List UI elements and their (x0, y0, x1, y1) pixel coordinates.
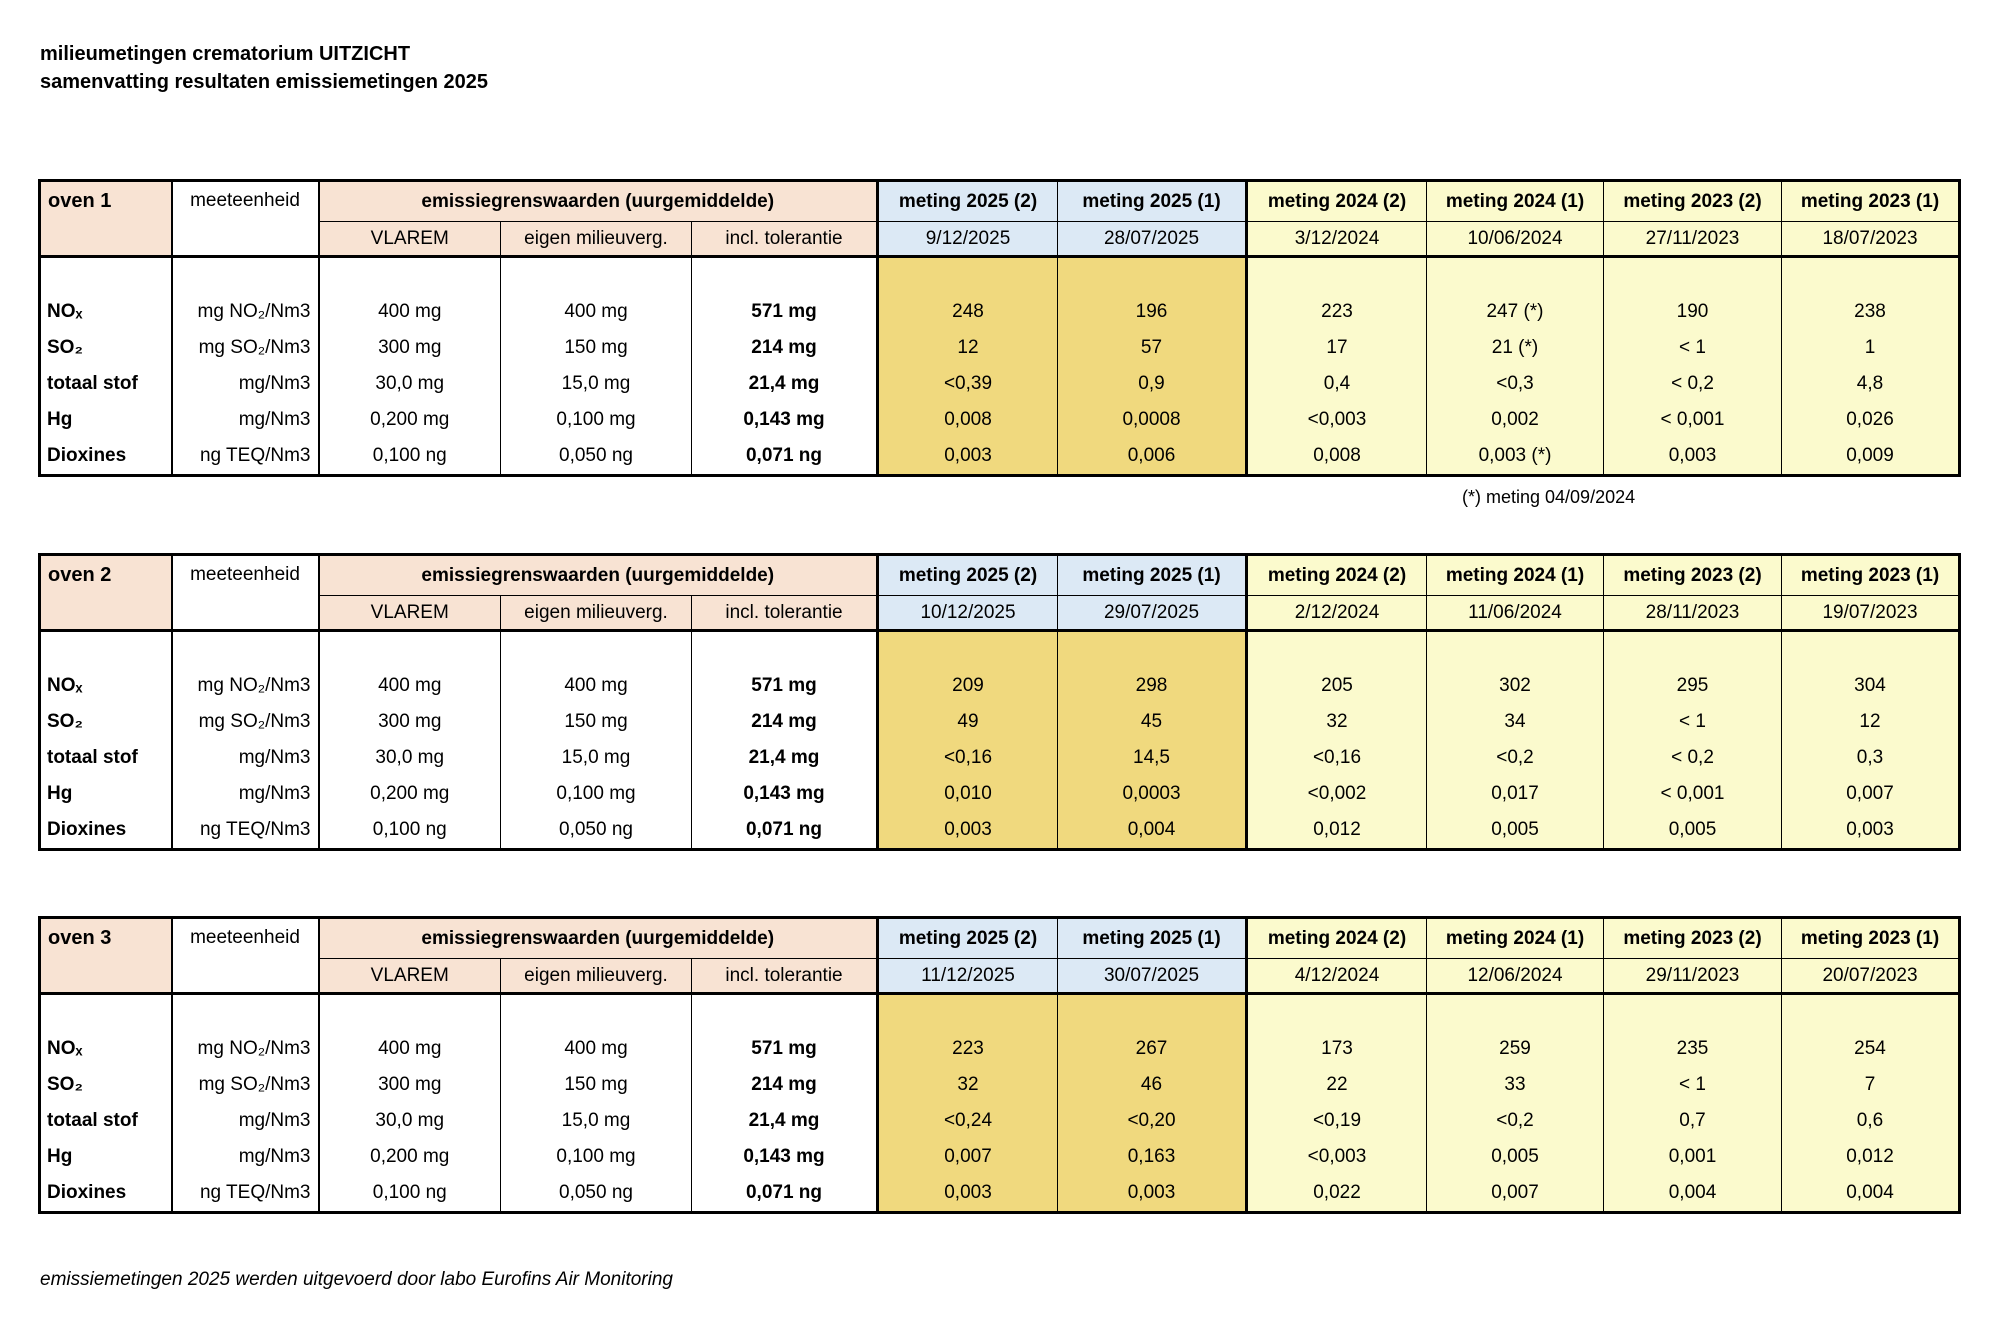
eigen-value: 0,100 mg (501, 1139, 692, 1175)
measurement-value: < 0,001 (1604, 776, 1782, 812)
tolerantie-value: 571 mg (692, 1031, 878, 1067)
eigen-value: 0,050 ng (501, 812, 692, 850)
eigen-value: 150 mg (501, 704, 692, 740)
oven-table-2 (38, 553, 1961, 851)
tolerantie-value: 0,143 mg (692, 776, 878, 812)
measurement-value: 0,012 (1247, 812, 1427, 850)
meting-date: 9/12/2025 (878, 222, 1058, 257)
meting-header: meting 2024 (2) (1247, 918, 1427, 959)
meting-header: meting 2023 (1) (1782, 181, 1960, 222)
oven-label: oven 3 (40, 918, 172, 994)
vlarem-value: 300 mg (319, 1067, 501, 1103)
spacer-cell (692, 631, 878, 669)
measurement-value: < 0,2 (1604, 740, 1782, 776)
grenswaarden-header: emissiegrenswaarden (uurgemiddelde) (319, 181, 878, 222)
measurement-value: <0,16 (878, 740, 1058, 776)
unit-cell: mg/Nm3 (172, 1139, 319, 1175)
measurement-value: 302 (1427, 668, 1604, 704)
measurement-value: 0,022 (1247, 1175, 1427, 1213)
spacer-cell (1604, 257, 1782, 295)
measurement-value: 248 (878, 294, 1058, 330)
measurement-value: 0,007 (1427, 1175, 1604, 1213)
measurement-value: 0,009 (1782, 438, 1960, 476)
spacer-cell (1782, 994, 1960, 1032)
measurement-value: < 1 (1604, 330, 1782, 366)
spacer-cell (1782, 631, 1960, 669)
grenswaarden-header: emissiegrenswaarden (uurgemiddelde) (319, 555, 878, 596)
sub-header: incl. tolerantie (692, 596, 878, 631)
meting-header: meting 2023 (2) (1604, 918, 1782, 959)
meting-date: 28/11/2023 (1604, 596, 1782, 631)
measurement-value: 0,003 (*) (1427, 438, 1604, 476)
meting-header: meting 2025 (2) (878, 181, 1058, 222)
meting-header: meting 2023 (2) (1604, 181, 1782, 222)
tolerantie-value: 214 mg (692, 704, 878, 740)
meting-date: 12/06/2024 (1427, 959, 1604, 994)
spacer-cell (692, 994, 878, 1032)
vlarem-value: 0,200 mg (319, 776, 501, 812)
spacer-cell (319, 994, 501, 1032)
spacer-cell (319, 257, 501, 295)
spacer-cell (501, 631, 692, 669)
spacer-cell (878, 257, 1058, 295)
measurement-value: < 1 (1604, 704, 1782, 740)
measurement-value: 4,8 (1782, 366, 1960, 402)
title-line-2: samenvatting resultaten emissiemetingen 2025 (40, 71, 488, 93)
eigen-value: 0,100 mg (501, 776, 692, 812)
measurement-value: 17 (1247, 330, 1427, 366)
measurement-value: 0,003 (1782, 812, 1960, 850)
spacer-cell (501, 257, 692, 295)
measurement-value: 0,002 (1427, 402, 1604, 438)
sub-header: VLAREM (319, 222, 501, 257)
measurement-value: 223 (1247, 294, 1427, 330)
sub-header: eigen milieuverg. (501, 222, 692, 257)
measurement-value: 0,006 (1058, 438, 1247, 476)
measurement-value: 0,3 (1782, 740, 1960, 776)
param-label: SO₂ (40, 1067, 172, 1103)
spacer-cell (1247, 631, 1427, 669)
spacer-cell (1782, 257, 1960, 295)
measurement-value: <0,002 (1247, 776, 1427, 812)
spacer-cell (1604, 631, 1782, 669)
tolerantie-value: 0,143 mg (692, 402, 878, 438)
unit-cell: mg/Nm3 (172, 402, 319, 438)
meting-header: meting 2024 (1) (1427, 555, 1604, 596)
sub-header: VLAREM (319, 959, 501, 994)
tolerantie-value: 21,4 mg (692, 1103, 878, 1139)
measurement-value: 247 (*) (1427, 294, 1604, 330)
spacer-cell (1427, 994, 1604, 1032)
measurement-value: 0,9 (1058, 366, 1247, 402)
meting-date: 29/11/2023 (1604, 959, 1782, 994)
measurement-value: 12 (878, 330, 1058, 366)
measurement-value: 45 (1058, 704, 1247, 740)
sub-header: eigen milieuverg. (501, 959, 692, 994)
tolerantie-value: 0,143 mg (692, 1139, 878, 1175)
spacer-cell (40, 257, 172, 295)
spacer-cell (1247, 257, 1427, 295)
spacer-cell (40, 631, 172, 669)
measurement-value: 0,005 (1604, 812, 1782, 850)
unit-cell: mg/Nm3 (172, 366, 319, 402)
param-label: NOₓ (40, 294, 172, 330)
measurement-value: 0,003 (1604, 438, 1782, 476)
spacer-cell (1427, 257, 1604, 295)
footer-note: emissiemetingen 2025 werden uitgevoerd door labo Eurofins Air Monitoring (40, 1269, 673, 1290)
eigen-value: 400 mg (501, 668, 692, 704)
measurement-value: 33 (1427, 1067, 1604, 1103)
measurement-value: < 1 (1604, 1067, 1782, 1103)
measurement-value: 173 (1247, 1031, 1427, 1067)
unit-cell: ng TEQ/Nm3 (172, 1175, 319, 1213)
measurement-value: 0,004 (1604, 1175, 1782, 1213)
title-line-1: milieumetingen crematorium UITZICHT (40, 43, 411, 65)
meting-date: 30/07/2025 (1058, 959, 1247, 994)
measurement-value: 254 (1782, 1031, 1960, 1067)
measurement-value: 0,6 (1782, 1103, 1960, 1139)
vlarem-value: 0,100 ng (319, 1175, 501, 1213)
unit-cell: ng TEQ/Nm3 (172, 812, 319, 850)
measurement-value: 0,005 (1427, 812, 1604, 850)
measurement-value: 7 (1782, 1067, 1960, 1103)
vlarem-value: 400 mg (319, 294, 501, 330)
spacer-cell (40, 994, 172, 1032)
measurement-value: 196 (1058, 294, 1247, 330)
meting-header: meting 2023 (1) (1782, 555, 1960, 596)
tolerantie-value: 21,4 mg (692, 366, 878, 402)
measurement-value: 223 (878, 1031, 1058, 1067)
eigen-value: 150 mg (501, 330, 692, 366)
eigen-value: 400 mg (501, 294, 692, 330)
meting-date: 11/12/2025 (878, 959, 1058, 994)
measurement-value: 295 (1604, 668, 1782, 704)
meting-header: meting 2024 (1) (1427, 181, 1604, 222)
vlarem-value: 400 mg (319, 668, 501, 704)
spacer-cell (1247, 994, 1427, 1032)
unit-cell: mg/Nm3 (172, 776, 319, 812)
eigen-value: 0,050 ng (501, 438, 692, 476)
eigen-value: 0,100 mg (501, 402, 692, 438)
vlarem-value: 300 mg (319, 330, 501, 366)
meting-date: 10/12/2025 (878, 596, 1058, 631)
meting-date: 20/07/2023 (1782, 959, 1960, 994)
unit-cell: mg SO₂/Nm3 (172, 330, 319, 366)
spacer-cell (1058, 994, 1247, 1032)
sub-header: incl. tolerantie (692, 959, 878, 994)
measurement-value: 0,003 (1058, 1175, 1247, 1213)
param-label: Hg (40, 402, 172, 438)
meting-date: 27/11/2023 (1604, 222, 1782, 257)
measurement-value: 0,026 (1782, 402, 1960, 438)
measurement-value: 57 (1058, 330, 1247, 366)
meting-date: 29/07/2025 (1058, 596, 1247, 631)
measurement-value: 0,0003 (1058, 776, 1247, 812)
unit-cell: mg/Nm3 (172, 1103, 319, 1139)
eigen-value: 15,0 mg (501, 366, 692, 402)
measurement-value: 0,008 (1247, 438, 1427, 476)
spacer-cell (319, 631, 501, 669)
measurement-value: <0,24 (878, 1103, 1058, 1139)
meting-date: 3/12/2024 (1247, 222, 1427, 257)
param-label: Dioxines (40, 438, 172, 476)
spacer-cell (1427, 631, 1604, 669)
param-label: SO₂ (40, 330, 172, 366)
param-label: totaal stof (40, 740, 172, 776)
measurement-value: 46 (1058, 1067, 1247, 1103)
measurement-value: 0,012 (1782, 1139, 1960, 1175)
measurement-value: 0,0008 (1058, 402, 1247, 438)
vlarem-value: 0,100 ng (319, 812, 501, 850)
meting-date: 11/06/2024 (1427, 596, 1604, 631)
unit-cell: mg NO₂/Nm3 (172, 668, 319, 704)
meting-header: meting 2024 (2) (1247, 181, 1427, 222)
tolerantie-value: 0,071 ng (692, 812, 878, 850)
meeteenheid-header: meeteenheid (172, 918, 319, 994)
measurement-value: 209 (878, 668, 1058, 704)
unit-cell: mg SO₂/Nm3 (172, 1067, 319, 1103)
spacer-cell (172, 994, 319, 1032)
measurement-value: 0,017 (1427, 776, 1604, 812)
vlarem-value: 30,0 mg (319, 1103, 501, 1139)
param-label: Dioxines (40, 1175, 172, 1213)
param-label: Hg (40, 1139, 172, 1175)
sub-header: eigen milieuverg. (501, 596, 692, 631)
eigen-value: 15,0 mg (501, 740, 692, 776)
measurement-value: 304 (1782, 668, 1960, 704)
measurement-value: 298 (1058, 668, 1247, 704)
measurement-value: 32 (878, 1067, 1058, 1103)
measurement-value: 0,001 (1604, 1139, 1782, 1175)
unit-cell: ng TEQ/Nm3 (172, 438, 319, 476)
unit-cell: mg SO₂/Nm3 (172, 704, 319, 740)
meting-header: meting 2023 (1) (1782, 918, 1960, 959)
param-label: Hg (40, 776, 172, 812)
measurement-value: <0,2 (1427, 740, 1604, 776)
measurement-value: 0,004 (1058, 812, 1247, 850)
measurement-value: 0,003 (878, 812, 1058, 850)
measurement-value: 0,4 (1247, 366, 1427, 402)
oven-table-3 (38, 916, 1961, 1214)
meting-date: 2/12/2024 (1247, 596, 1427, 631)
measurement-value: 34 (1427, 704, 1604, 740)
vlarem-value: 0,200 mg (319, 1139, 501, 1175)
unit-cell: mg NO₂/Nm3 (172, 1031, 319, 1067)
measurement-value: 0,163 (1058, 1139, 1247, 1175)
meting-header: meting 2024 (1) (1427, 918, 1604, 959)
measurement-value: 259 (1427, 1031, 1604, 1067)
vlarem-value: 0,100 ng (319, 438, 501, 476)
measurement-value: 0,008 (878, 402, 1058, 438)
param-label: totaal stof (40, 366, 172, 402)
footnote: (*) meting 04/09/2024 (1462, 487, 1636, 507)
meting-date: 4/12/2024 (1247, 959, 1427, 994)
measurement-value: 0,007 (878, 1139, 1058, 1175)
spacer-cell (501, 994, 692, 1032)
eigen-value: 15,0 mg (501, 1103, 692, 1139)
meting-header: meting 2025 (2) (878, 555, 1058, 596)
measurement-value: 0,004 (1782, 1175, 1960, 1213)
vlarem-value: 0,200 mg (319, 402, 501, 438)
spacer-cell (172, 257, 319, 295)
oven-table-1 (38, 179, 1961, 477)
measurement-value: 32 (1247, 704, 1427, 740)
spacer-cell (878, 994, 1058, 1032)
measurement-value: 22 (1247, 1067, 1427, 1103)
measurement-value: 0,007 (1782, 776, 1960, 812)
measurement-value: <0,19 (1247, 1103, 1427, 1139)
eigen-value: 400 mg (501, 1031, 692, 1067)
oven-label: oven 1 (40, 181, 172, 257)
tolerantie-value: 0,071 ng (692, 438, 878, 476)
measurement-value: 14,5 (1058, 740, 1247, 776)
measurement-value: <0,003 (1247, 402, 1427, 438)
grenswaarden-header: emissiegrenswaarden (uurgemiddelde) (319, 918, 878, 959)
tolerantie-value: 21,4 mg (692, 740, 878, 776)
param-label: Dioxines (40, 812, 172, 850)
measurement-value: 238 (1782, 294, 1960, 330)
spacer-cell (172, 631, 319, 669)
meting-header: meting 2025 (2) (878, 918, 1058, 959)
measurement-value: 267 (1058, 1031, 1247, 1067)
measurement-value: 1 (1782, 330, 1960, 366)
meting-date: 10/06/2024 (1427, 222, 1604, 257)
meting-date: 28/07/2025 (1058, 222, 1247, 257)
eigen-value: 0,050 ng (501, 1175, 692, 1213)
spacer-cell (1058, 631, 1247, 669)
param-label: NOₓ (40, 668, 172, 704)
meting-date: 18/07/2023 (1782, 222, 1960, 257)
spacer-cell (692, 257, 878, 295)
param-label: NOₓ (40, 1031, 172, 1067)
measurement-value: 12 (1782, 704, 1960, 740)
measurement-value: 0,010 (878, 776, 1058, 812)
measurement-value: 190 (1604, 294, 1782, 330)
measurement-value: <0,003 (1247, 1139, 1427, 1175)
meting-header: meting 2025 (1) (1058, 181, 1247, 222)
vlarem-value: 30,0 mg (319, 366, 501, 402)
vlarem-value: 400 mg (319, 1031, 501, 1067)
eigen-value: 150 mg (501, 1067, 692, 1103)
tolerantie-value: 214 mg (692, 330, 878, 366)
measurement-value: < 0,2 (1604, 366, 1782, 402)
meting-header: meting 2025 (1) (1058, 918, 1247, 959)
vlarem-value: 30,0 mg (319, 740, 501, 776)
measurement-value: 0,003 (878, 438, 1058, 476)
tolerantie-value: 571 mg (692, 294, 878, 330)
measurement-value: <0,3 (1427, 366, 1604, 402)
measurement-value: <0,39 (878, 366, 1058, 402)
measurement-value: 0,005 (1427, 1139, 1604, 1175)
document-title (40, 40, 2000, 96)
tables-container (0, 179, 2000, 1214)
tolerantie-value: 214 mg (692, 1067, 878, 1103)
measurement-value: <0,20 (1058, 1103, 1247, 1139)
spacer-cell (1604, 994, 1782, 1032)
measurement-value: < 0,001 (1604, 402, 1782, 438)
tolerantie-value: 571 mg (692, 668, 878, 704)
measurement-value: 0,7 (1604, 1103, 1782, 1139)
param-label: SO₂ (40, 704, 172, 740)
unit-cell: mg NO₂/Nm3 (172, 294, 319, 330)
sub-header: incl. tolerantie (692, 222, 878, 257)
vlarem-value: 300 mg (319, 704, 501, 740)
meting-header: meting 2023 (2) (1604, 555, 1782, 596)
meting-date: 19/07/2023 (1782, 596, 1960, 631)
spacer-cell (1058, 257, 1247, 295)
meting-header: meting 2025 (1) (1058, 555, 1247, 596)
unit-cell: mg/Nm3 (172, 740, 319, 776)
measurement-value: 49 (878, 704, 1058, 740)
sub-header: VLAREM (319, 596, 501, 631)
measurement-value: 0,003 (878, 1175, 1058, 1213)
meeteenheid-header: meeteenheid (172, 181, 319, 257)
tolerantie-value: 0,071 ng (692, 1175, 878, 1213)
spacer-cell (878, 631, 1058, 669)
oven-label: oven 2 (40, 555, 172, 631)
meting-header: meting 2024 (2) (1247, 555, 1427, 596)
measurement-value: 235 (1604, 1031, 1782, 1067)
param-label: totaal stof (40, 1103, 172, 1139)
measurement-value: <0,16 (1247, 740, 1427, 776)
measurement-value: 21 (*) (1427, 330, 1604, 366)
meeteenheid-header: meeteenheid (172, 555, 319, 631)
measurement-value: <0,2 (1427, 1103, 1604, 1139)
measurement-value: 205 (1247, 668, 1427, 704)
